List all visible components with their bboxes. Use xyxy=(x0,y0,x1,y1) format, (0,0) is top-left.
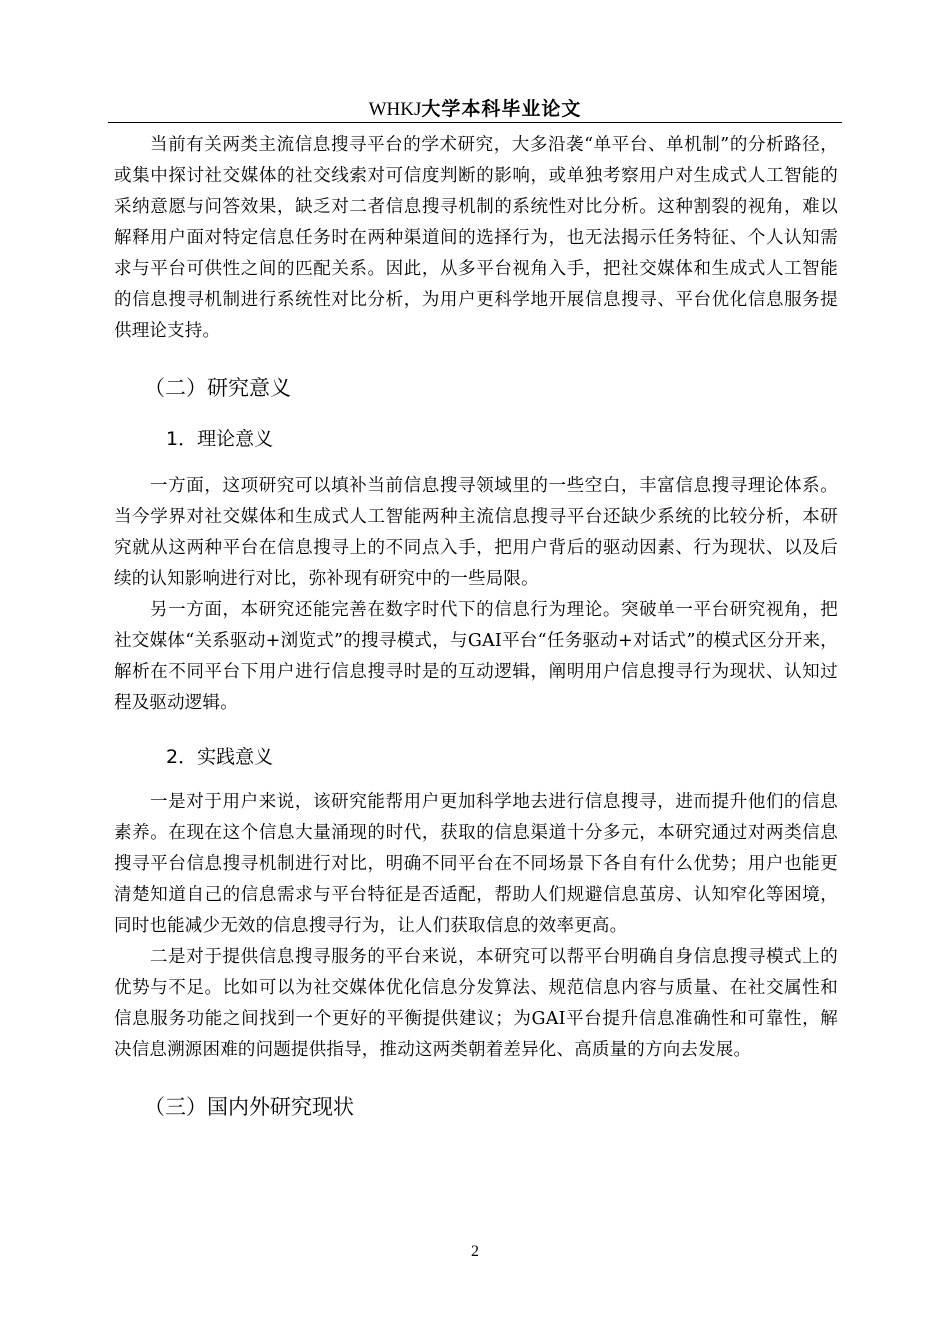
header-title: 大学本科毕业论文 xyxy=(421,98,582,120)
main-content xyxy=(114,130,838,1122)
paragraph-practical-1: 一是对于用户来说，该研究能帮用户更加科学地去进行信息搜寻，进而提升他们的信息素养。在现在这个信息大量涌现的时代，获取的信息渠道十分多元，本研究通过对两类信息搜寻平台信息搜寻机制进行对比，明确不同平台在不同场景下各自有什么优势；用户也能更清楚知道自己的信息需求与平台特征是否适配，帮助人们规避信息茧房、认知窄化等困境，同时也能减少无效的信息搜寻行为，让人们获取信息的效率更高。 xyxy=(114,792,838,936)
paragraph-theoretical-1: 一方面，这项研究可以填补当前信息搜寻领域里的一些空白，丰富信息搜寻理论体系。当今学界对社交媒体和生成式人工智能两种主流信息搜寻平台还缺少系统的比较分析，本研究就从这两种平台在信息搜寻上的不同点入手，把用户背后的驱动因素、行为现状、以及后续的认知影响进行对比，弥补现有研究中的一些局限。 xyxy=(114,476,838,589)
header-mark: WHKJ xyxy=(368,99,422,120)
section-heading-research-status: （三）国内外研究现状 xyxy=(144,1095,354,1119)
paragraph-practical-2: 二是对于提供信息搜寻服务的平台来说，本研究可以帮平台明确自身信息搜寻模式上的优势与不足。比如可以为社交媒体优化信息分发算法、规范信息内容与质量、在社交属性和信息服务功能之间找到一个更好的平衡提供建议；为GAI平台提升信息准确性和可靠性，解决信息溯源困难的问题提供指导，推动这两类朝着差异化、高质量的方向去发展。 xyxy=(114,947,838,1060)
page-number: 2 xyxy=(471,1243,479,1260)
subsection-heading-theoretical: 1．理论意义 xyxy=(166,428,274,450)
paragraph-research-gap: 当前有关两类主流信息搜寻平台的学术研究，大多沿袭“单平台、单机制”的分析路径，或集中探讨社交媒体的社交线索对可信度判断的影响，或单独考察用户对生成式人工智能的采纳意愿与问答效果，缺乏对二者信息搜寻机制的系统性对比分析。这种割裂的视角，难以解释用户面对特定信息任务时在两种渠道间的选择行为，也无法揭示任务特征、个人认知需求与平台可供性之间的匹配关系。因此，从多平台视角入手，把社交媒体和生成式人工智能的信息搜寻机制进行系统性对比分析，为用户更科学地开展信息搜寻、平台优化信息服务提供理论支持。 xyxy=(114,135,838,341)
paragraph-theoretical-2: 另一方面，本研究还能完善在数字时代下的信息行为理论。突破单一平台研究视角，把社交媒体“关系驱动+浏览式”的搜寻模式，与GAI平台“任务驱动+对话式”的模式区分开来，解析在不同平台下用户进行信息搜寻时是的互动逻辑，阐明用户信息搜寻行为现状、认知过程及驱动逻辑。 xyxy=(114,600,838,713)
section-heading-significance: （二）研究意义 xyxy=(144,376,291,400)
subsection-heading-practical: 2．实践意义 xyxy=(166,746,274,768)
running-header xyxy=(108,96,842,123)
